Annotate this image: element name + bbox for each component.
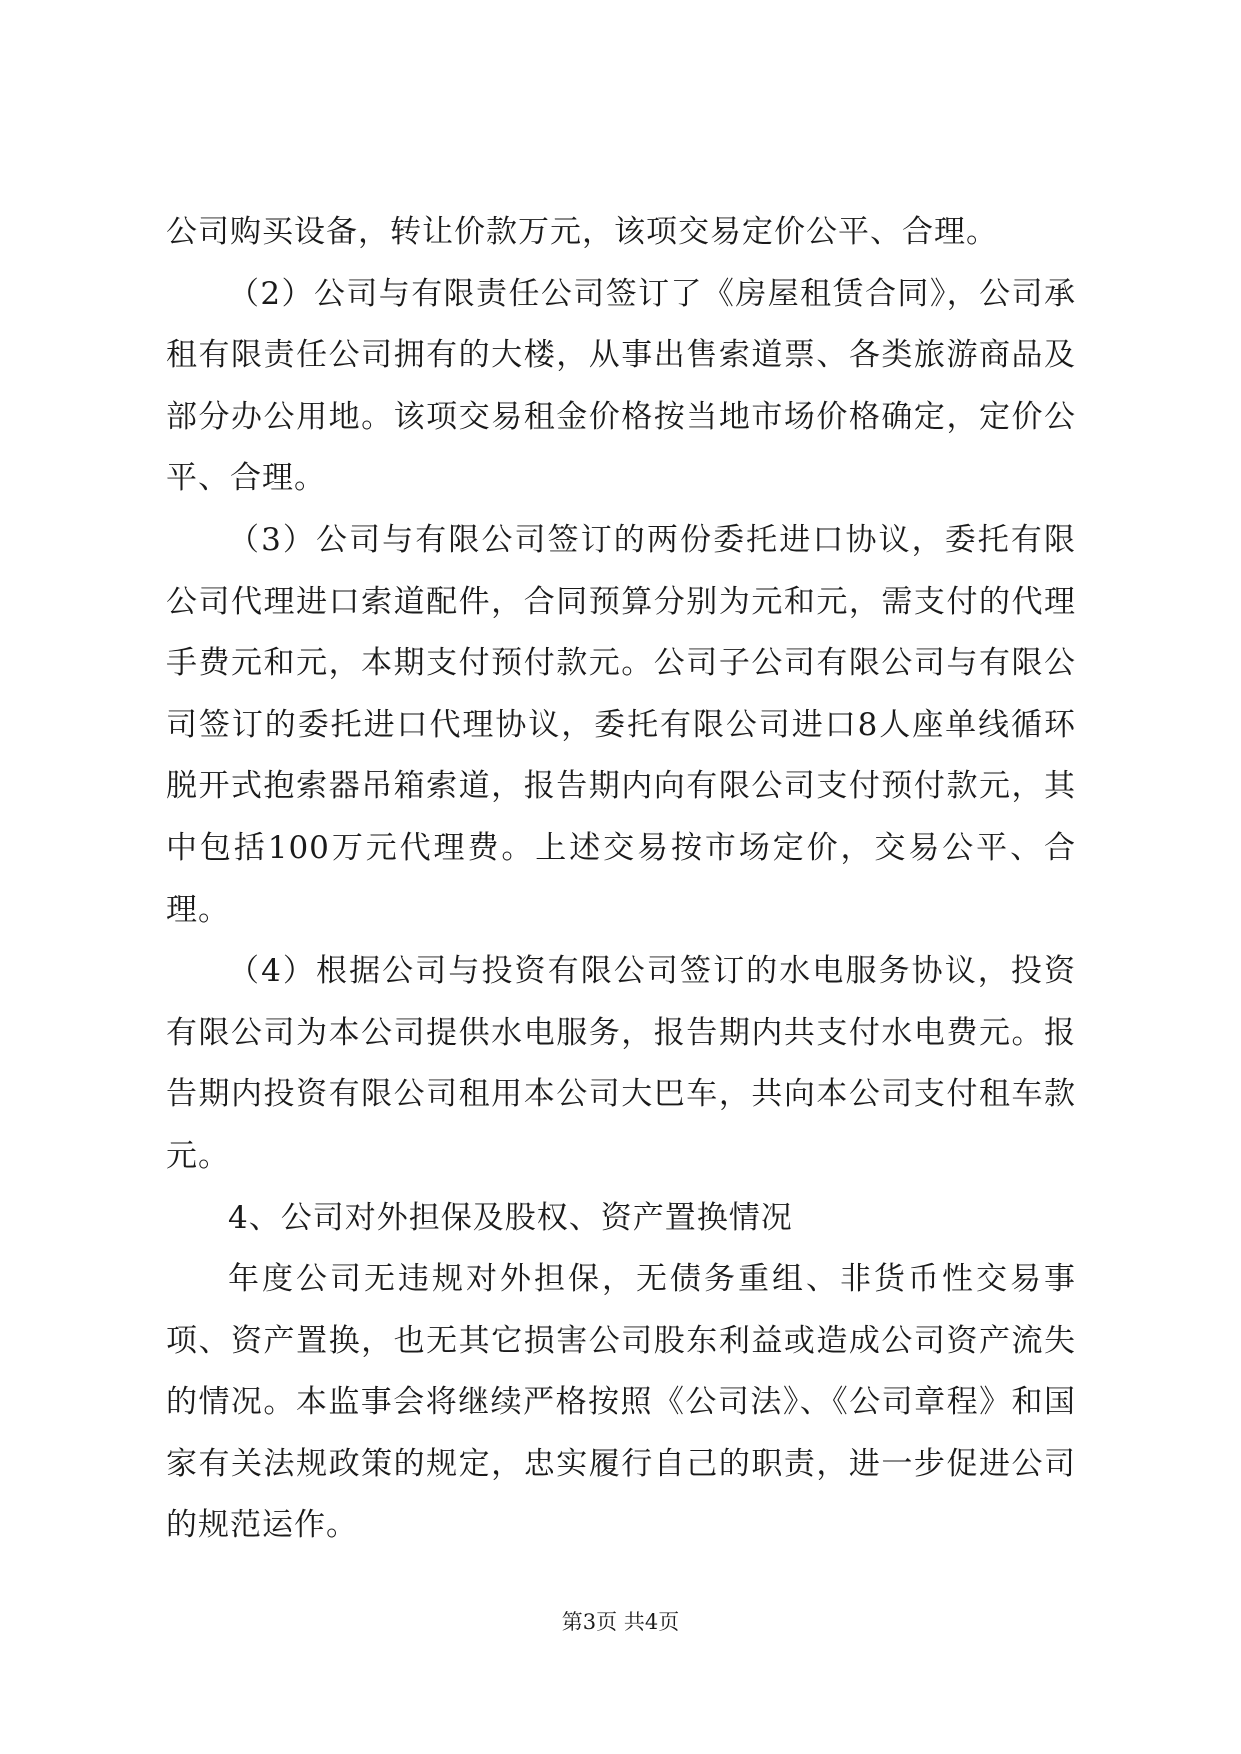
page-footer: [0, 1608, 1241, 1636]
paragraph-utility-service: （4）根据公司与投资有限公司签订的水电服务协议，投资有限公司为本公司提供水电服务，报告期内共支付水电费元。报告期内投资有限公司租用本公司大巴车，共向本公司支付租车款元。: [166, 953, 1076, 1174]
page-number-label: 第3页 共4页: [561, 1610, 680, 1634]
section-heading-guarantee: 4、公司对外担保及股权、资产置换情况: [228, 1199, 793, 1236]
paragraph-equipment-purchase: 公司购买设备，转让价款万元，该项交易定价公平、合理。: [166, 214, 998, 250]
paragraph-import-agreement: （3）公司与有限公司签订的两份委托进口协议，委托有限公司代理进口索道配件，合同预算分别为元和元，需支付的代理手费元和元，本期支付预付款元。公司子公司有限公司与有限公司签订的委托进口代理协议，委托有限公司进口8人座单线循环脱开式抱索器吊箱索道，报告期内向有限公司支付预付款元，其中包括100万元代理费。上述交易按市场定价，交易公平、合理。: [166, 521, 1076, 928]
body-text: [166, 202, 1076, 1557]
paragraph-guarantee-summary: 年度公司无违规对外担保，无债务重组、非货币性交易事项、资产置换，也无其它损害公司股东利益或造成公司资产流失的情况。本监事会将继续严格按照《公司法》、《公司章程》和国家有关法规政策的规定，忠实履行自己的职责，进一步促进公司的规范运作。: [166, 1261, 1076, 1544]
paragraph-lease-contract: （2）公司与有限责任公司签订了《房屋租赁合同》，公司承租有限责任公司拥有的大楼，从事出售索道票、各类旅游商品及部分办公用地。该项交易租金价格按当地市场价格确定，定价公平、合理。: [166, 275, 1076, 497]
